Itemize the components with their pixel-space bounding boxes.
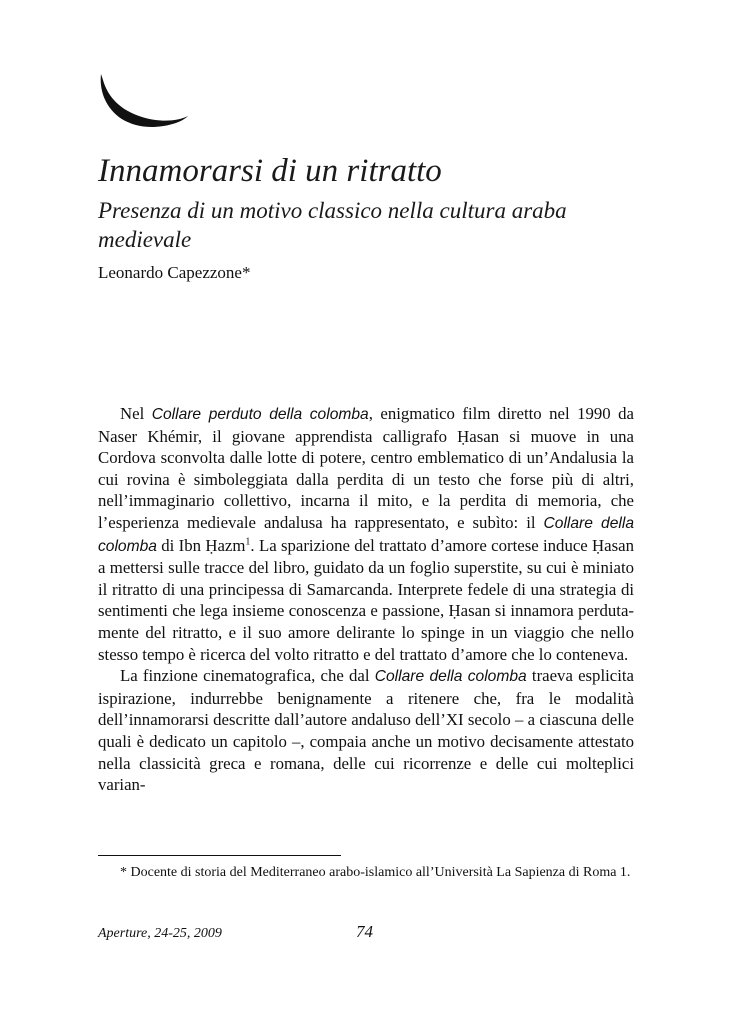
article-title: Innamorarsi di un ritratto [98, 153, 442, 189]
body-paragraph: Nel Collare perduto della colomba, enigmatico film diretto nel 1990 da Naser Khémir, il giovane apprendista calligrafo Ḥasan si muove in una Cordova sconvolta dalle lotte di potere, centro emblematico di un’Andalusia la cui rovina è simboleggiata dalla perdita di un testo che forse più di altri, nell’immaginario collettivo, incarna il mito, e la perdita di memoria, che l’esperienza medievale andalusa ha rappresentato, e subìto: il Collare della colomba di Ibn Ḥazm$^1$. La sparizione del trattato d’amore cortese induce Ḥasan a mettersi sulle tracce del libro, guidato da un foglio superstite, su cui è miniato il ritratto di una principessa di Samarcanda. Interprete fedele di una strategia di sentimenti che lega insieme conoscenza e passione, Ḥasan si innamora perdutamente del ritratto, e il suo amore delirante lo spinge in un viaggio che nello stesso tempo è ricerca del volto ritratto e del trattato d’amore che lo conteneva. [98, 404, 634, 664]
crescent-ornament-icon [96, 70, 196, 140]
footnote-divider [98, 855, 341, 856]
article-subtitle: Presenza di un motivo classico nella cultura araba medievale [98, 198, 567, 252]
book-title: Collare della colomba [98, 514, 634, 555]
body-paragraph: La finzione cinematografica, che dal Collare della colomba traeva esplicita ispirazione, indurrebbe benignamente a ritenere che, fra le modalità dell’innamorarsi descritte dall’autore andaluso dell’XI secolo – a ciascuna delle quali è dedicato un capitolo –, compaia anche un motivo decisamente attestato nella classicità greca e romana, delle cui ricorrenze e delle cui molteplici varian- [98, 666, 634, 795]
journal-citation: Aperture, 24-25, 2009 [98, 926, 222, 941]
footnote: * Docente di storia del Mediterraneo arabo-islamico all’Università La Sapienza di Roma 1. [120, 865, 631, 880]
book-title: Collare della colomba [374, 668, 527, 686]
footnote-reference[interactable]: 1 [245, 535, 251, 547]
article-author: Leonardo Capezzone* [98, 263, 251, 282]
article-body [98, 403, 634, 796]
film-title: Collare perduto della colomba [151, 406, 369, 423]
page-number: 74 [356, 922, 373, 941]
